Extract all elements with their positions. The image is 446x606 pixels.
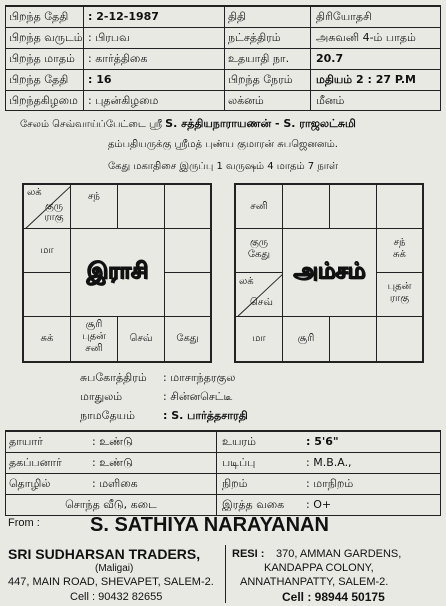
label: உயரம் (222, 435, 256, 448)
rasi-cell-4-1: சுக் (23, 316, 71, 362)
label: தகப்பனார் (9, 456, 62, 469)
label: பிறந்த வருடம் (9, 31, 83, 44)
table-row (6, 473, 440, 494)
parents-names: S. சத்தியநாராயணன் - S. ராஜலட்சுமி (165, 117, 356, 130)
rasi-title-box (70, 228, 165, 317)
value: : O+ (306, 498, 332, 511)
label: பிறந்த தேதி (9, 73, 69, 86)
resi-phone: Cell : 98944 50175 (282, 590, 385, 604)
label: உதயாதி நா. (228, 52, 290, 65)
table-row (6, 494, 440, 515)
value: 2-12-1987 (96, 10, 159, 23)
rasi-title: இராசி (86, 258, 149, 284)
label: தொழில் (9, 477, 51, 490)
label: நட்சத்திரம் (228, 31, 281, 44)
intro-line-2: தம்பதியருக்கு ஸ்ரீமத் புண்ய குமாரன் சுபஜெனனம். (108, 139, 338, 150)
amsam-cell-2-1: குரு கேது (235, 228, 283, 273)
resi-line: ANNATHANPATTY, SALEM-2. (240, 576, 389, 588)
amsam-cell-1-3 (329, 184, 377, 229)
rasi-cell-4-4: கேது (164, 316, 211, 362)
from-label: From : (8, 517, 40, 529)
amsam-cell-4-4 (376, 316, 423, 362)
label: நிறம் (222, 477, 248, 490)
rasi-cell-1-4 (164, 184, 211, 229)
table-row: பிறந்த மாதம் : கார்த்திகை உதயாதி நா. 20.7 (6, 48, 440, 69)
shop-sub: (Maligai) (95, 563, 134, 574)
amsam-title: அம்சம் (293, 258, 366, 284)
footer-divider (225, 545, 226, 603)
amsam-cell-3-4: புதன் ராகு (376, 272, 423, 317)
label: பிறந்தகிழமை (9, 94, 78, 107)
resi-line: 370, AMMAN GARDENS, (276, 548, 402, 560)
birth-details-table (5, 5, 441, 111)
resi-label: RESI : (232, 548, 265, 560)
label: இரத்த வகை (222, 498, 285, 511)
amsam-chart (234, 183, 424, 363)
rasi-cell-3-1 (23, 272, 71, 317)
amsam-cell-4-2: சூரி (282, 316, 330, 362)
value: : மாநிறம் (306, 477, 354, 490)
planet-label: லக் (27, 187, 42, 198)
value: திரியோதசி (316, 10, 372, 23)
intro-prefix: சேலம் செவ்வாய்ப்பேட்டை ஸ்ரீ (20, 119, 162, 130)
shop-phone: Cell : 90432 82655 (70, 591, 163, 603)
amsam-cell-1-4 (376, 184, 423, 229)
value: 16 (96, 73, 112, 86)
value: : M.B.A., (306, 456, 352, 469)
rasi-chart (22, 183, 212, 363)
amsam-cell-2-4: சந் சுக் (376, 228, 423, 273)
dasa-balance: கேது மகாதிசை இருப்பு 1 வருஷம் 4 மாதம் 7 நாள் (108, 161, 338, 172)
family-details-table (5, 430, 441, 516)
planet-label: குரு ராகு (44, 201, 64, 223)
label: சொந்த வீடு, கடை (65, 498, 157, 511)
label: நாமதேயம் (80, 409, 135, 422)
value: 20.7 (316, 52, 344, 65)
value: சின்னசெட்டீ (170, 390, 233, 403)
rasi-cell-2-4 (164, 228, 211, 273)
table-row: பிறந்த தேதி : 2-12-1987 திதி திரியோதசி (6, 6, 440, 27)
value: : உண்டு (92, 435, 133, 448)
label: மாதுலம் (80, 390, 123, 403)
planet-label: லக் (239, 276, 254, 287)
rasi-cell-1-1 (23, 184, 71, 229)
table-row (6, 452, 440, 473)
label: பிறந்த நேரம் (228, 73, 293, 86)
label: பிறந்த மாதம் (9, 52, 75, 65)
value: பிரபவ (95, 31, 130, 44)
rasi-cell-1-3 (117, 184, 165, 229)
rasi-cell-3-4 (164, 272, 211, 317)
value: : 5'6" (306, 435, 339, 448)
label: திதி (228, 10, 247, 23)
amsam-cell-3-1 (235, 272, 283, 317)
value: அசுவனி 4-ம் பாதம் (316, 31, 416, 44)
amsam-title-box (282, 228, 377, 317)
shop-address: 447, MAIN ROAD, SHEVAPET, SALEM-2. (8, 576, 214, 588)
sender-name: S. SATHIYA NARAYANAN (90, 514, 329, 536)
label: தாயார் (9, 435, 43, 448)
shop-name: SRI SUDHARSAN TRADERS, (8, 546, 201, 562)
amsam-cell-1-1: சனி (235, 184, 283, 229)
amsam-cell-1-2 (282, 184, 330, 229)
rasi-cell-2-1: மா (23, 228, 71, 273)
value: : மளிகை (92, 477, 138, 490)
table-row: பிறந்த தேதி : 16 பிறந்த நேரம் மதியம் 2 : 27 P.M (6, 69, 440, 90)
table-row: பிறந்தகிழமை : புதன்கிழமை லக்னம் மீனம் (6, 90, 440, 111)
table-row: பிறந்த வருடம் : பிரபவ நட்சத்திரம் அசுவனி 4-ம் பாதம் (6, 27, 440, 48)
table-row (6, 431, 440, 452)
planet-label: செவ் (250, 297, 273, 308)
label: படிப்பு (222, 456, 256, 469)
rasi-cell-4-3: செவ் (117, 316, 165, 362)
value: புதன்கிழமை (95, 94, 159, 107)
label: சுபகோத்திரம் (80, 371, 147, 384)
value: கார்த்திகை (95, 52, 148, 65)
child-name: S. பார்த்தசாரதி (171, 409, 248, 422)
intro-line-1 (20, 117, 430, 132)
rasi-cell-1-2: சந் (70, 184, 118, 229)
label: பிறந்த தேதி (9, 10, 69, 23)
amsam-cell-4-1: மா (235, 316, 283, 362)
amsam-cell-4-3 (329, 316, 377, 362)
rasi-cell-4-2: சூரி புதன் சனி (70, 316, 118, 362)
label: லக்னம் (228, 94, 264, 107)
resi-line: KANDAPPA COLONY, (264, 562, 374, 574)
value: : உண்டு (92, 456, 133, 469)
value: மாசாந்தரகுல (170, 371, 236, 384)
value: மதியம் 2 : 27 P.M (316, 73, 416, 86)
value: மீனம் (316, 94, 345, 107)
